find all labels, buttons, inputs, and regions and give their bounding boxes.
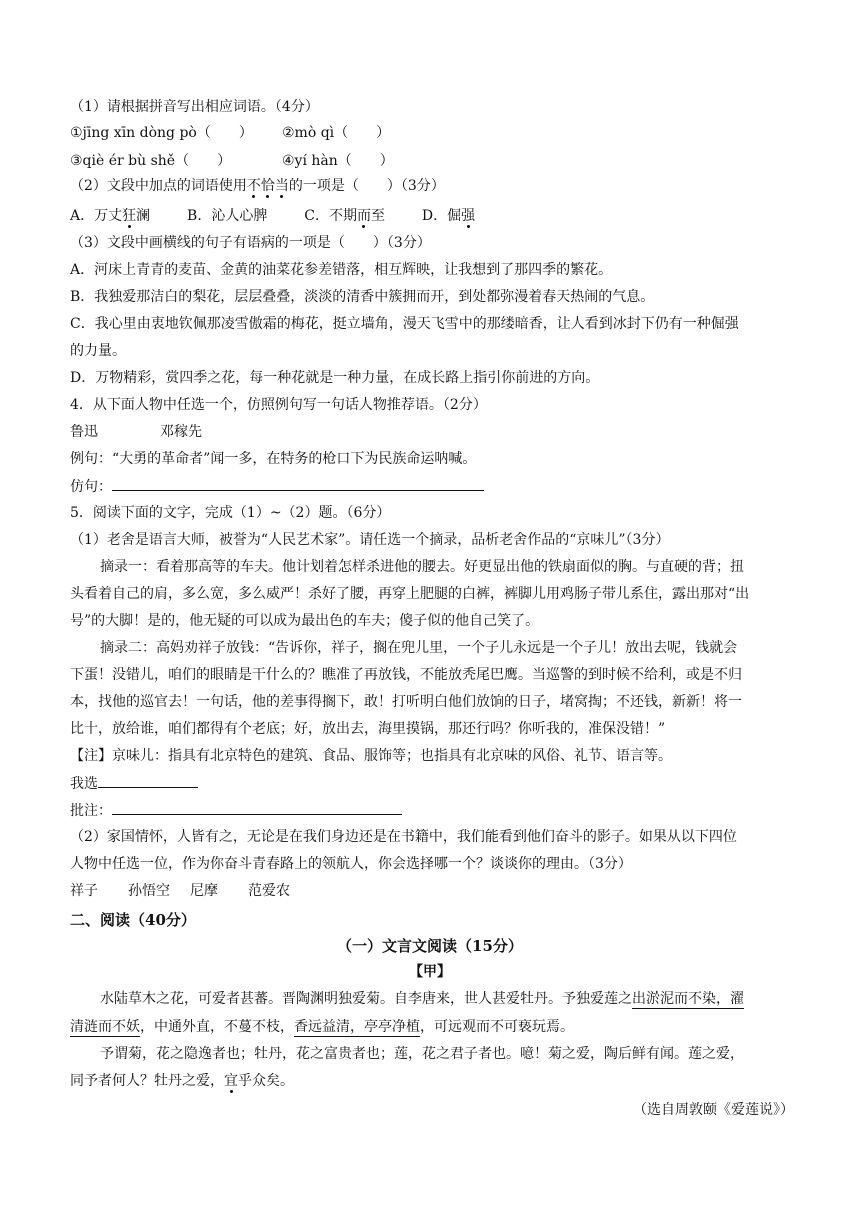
section-heading: 二、阅读（40分）	[70, 911, 196, 929]
q4-imitate-label: 仿句：	[70, 479, 112, 495]
q3-sub1: （1）请根据拼音写出相应词语。（4分）	[70, 99, 319, 115]
pinyin-2: ②mò qì（ ）	[282, 125, 391, 141]
option-d: D．倔强	[421, 208, 476, 224]
q3-sub2-options	[70, 205, 475, 227]
q4-title: 4．从下面人物中任选一个，仿照例句写一句话人物推荐语。（2分）	[70, 397, 487, 413]
excerpt2-line2: 下蛋！没错儿，咱们的眼睛是干什么的？瞧准了再放钱，不能放秃尾巴鹰。当巡警的到时候不给利，或是不归	[70, 667, 742, 683]
subsection-heading: （一）文言文阅读（15分）	[337, 937, 523, 955]
passage-source: （选自周敦颐《爱莲说》）	[633, 1102, 794, 1118]
emphasis-word: 不恰当	[246, 178, 289, 194]
option-c: C．不期而至	[304, 208, 385, 224]
q5-sub2-line1: （2）家国情怀，人皆有之，无论是在我们身边还是在书籍中，我们能看到他们奋斗的影子。如果从以下四位	[70, 829, 737, 845]
q3-sub2: （2）文段中加点的词语使用不恰当的一项是（ ）（3分）	[70, 178, 445, 194]
choose-label: 我选	[70, 776, 98, 792]
q5-sub1: （1）老舍是语言大师，被誉为“人民艺术家”。请任选一个摘录，品析老舍作品的“京味儿”（3分）	[70, 532, 670, 548]
q5-title: 5．阅读下面的文字，完成（1）~（2）题。（6分）	[70, 505, 391, 521]
choose-row	[70, 772, 198, 795]
option-d-sentence: D．万物精彩，赏四季之花，每一种花就是一种力量，在成长路上指引你前进的方向。	[70, 370, 600, 386]
underlined-phrase: 清涟而不妖	[70, 1019, 140, 1035]
choose-answer-line[interactable]	[98, 772, 198, 788]
excerpt1-line1: 摘录一：看着那高等的车夫。他计划着怎样杀进他的腰去。好更显出他的铁扇面似的胸。与直硬的背；扭	[100, 559, 744, 575]
q5-note: 【注】京味儿：指具有北京特色的建筑、食品、服饰等；也指具有北京味的风俗、礼节、语言等。	[70, 748, 672, 764]
q4-example: 例句：“大勇的革命者”闻一多，在特务的枪口下为民族命运呐喊。	[70, 451, 477, 467]
pinyin-4: ④yí hàn（ ）	[282, 153, 394, 169]
passage-label: 【甲】	[409, 964, 451, 980]
pinyin-3: ③qiè ér bù shě（ ）	[70, 153, 232, 169]
q4-answer-line[interactable]	[112, 475, 484, 491]
q5-name: 孙悟空	[128, 883, 170, 899]
option-a-sentence: A．河床上青青的麦苗、金黄的油菜花参差错落，相互辉映，让我想到了那四季的繁花。	[70, 262, 613, 278]
q5-names	[70, 880, 290, 902]
excerpt2-line3: 本，找他的巡官去！一句话，他的差事得搁下，敢！打听明白他们放饷的日子，堵窝掏；不还钱，新新！将一	[70, 694, 742, 710]
q3-sub3: （3）文段中画横线的句子有语病的一项是（ ）（3分）	[70, 235, 431, 251]
excerpt2-line1: 摘录二：高妈劝祥子放钱：“告诉你，祥子，搁在兜儿里，一个子儿永远是一个子儿！放出去呢，钱就会	[100, 640, 738, 656]
passage-line1: 水陆草木之花，可爱者甚蕃。晋陶渊明独爱菊。自李唐来，世人甚爱牡丹。予独爱莲之出淤泥而不染，濯	[100, 991, 744, 1007]
q5-name: 范爱农	[248, 883, 290, 899]
excerpt1-line3: 号”的大脚！是的，他无疑的可以成为最出色的车夫；傻子似的他自己笑了。	[70, 613, 540, 629]
comment-row	[70, 799, 402, 822]
passage-line2: 清涟而不妖，中通外直，不蔓不枝，香远益清，亭亭净植，可远观而不可亵玩焉。	[70, 1019, 574, 1035]
comment-answer-line[interactable]	[112, 799, 402, 815]
passage-line3: 予谓菊，花之隐逸者也；牡丹，花之富贵者也；莲，花之君子者也。噫！菊之爱，陶后鲜有闻。莲之爱，	[100, 1046, 744, 1062]
option-b-sentence: B．我独爱那洁白的梨花，层层叠叠，淡淡的清香中簇拥而开，到处都弥漫着春天热闹的气息。	[70, 289, 655, 305]
option-a: A．万丈狂澜	[70, 208, 151, 224]
pinyin-1: ①jīng xīn dòng pò（ ）	[70, 125, 253, 141]
option-b: B．沁人心脾	[187, 208, 268, 224]
q4-name-2: 邓稼先	[160, 424, 202, 440]
excerpt1-line2: 头看着自己的肩，多么宽，多么威严！杀好了腰，再穿上肥腿的白裤，裤脚儿用鸡肠子带儿系住，露出那对“出	[70, 586, 750, 602]
dotted-word: 宜	[224, 1073, 238, 1089]
q5-name: 尼摩	[190, 883, 218, 899]
q5-name: 祥子	[70, 883, 98, 899]
q4-imitate-row	[70, 475, 484, 498]
q5-sub2-line2: 人物中任选一位，作为你奋斗青春路上的领航人，你会选择哪一个？谈谈你的理由。（3分）	[70, 856, 632, 872]
option-c-sentence-line1: C．我心里由衷地钦佩那凌雪傲霜的梅花，挺立墙角，漫天飞雪中的那缕暗香，让人看到冰封下仍有一种倔强	[70, 316, 739, 332]
q4-name-1: 鲁迅	[70, 424, 98, 440]
option-c-sentence-line2: 的力量。	[70, 343, 126, 359]
passage-line4: 同予者何人？牡丹之爱，宜乎众矣。	[70, 1073, 294, 1089]
underlined-phrase: 香远益清，亭亭净植	[294, 1019, 420, 1035]
underlined-phrase: 出淤泥而不染，濯	[632, 991, 744, 1007]
excerpt2-line4: 比十，放给谁，咱们都得有个老底；好，放出去，海里摸锅，那还行吗？你听我的，准保没错！”	[70, 721, 666, 737]
comment-label: 批注：	[70, 803, 112, 819]
